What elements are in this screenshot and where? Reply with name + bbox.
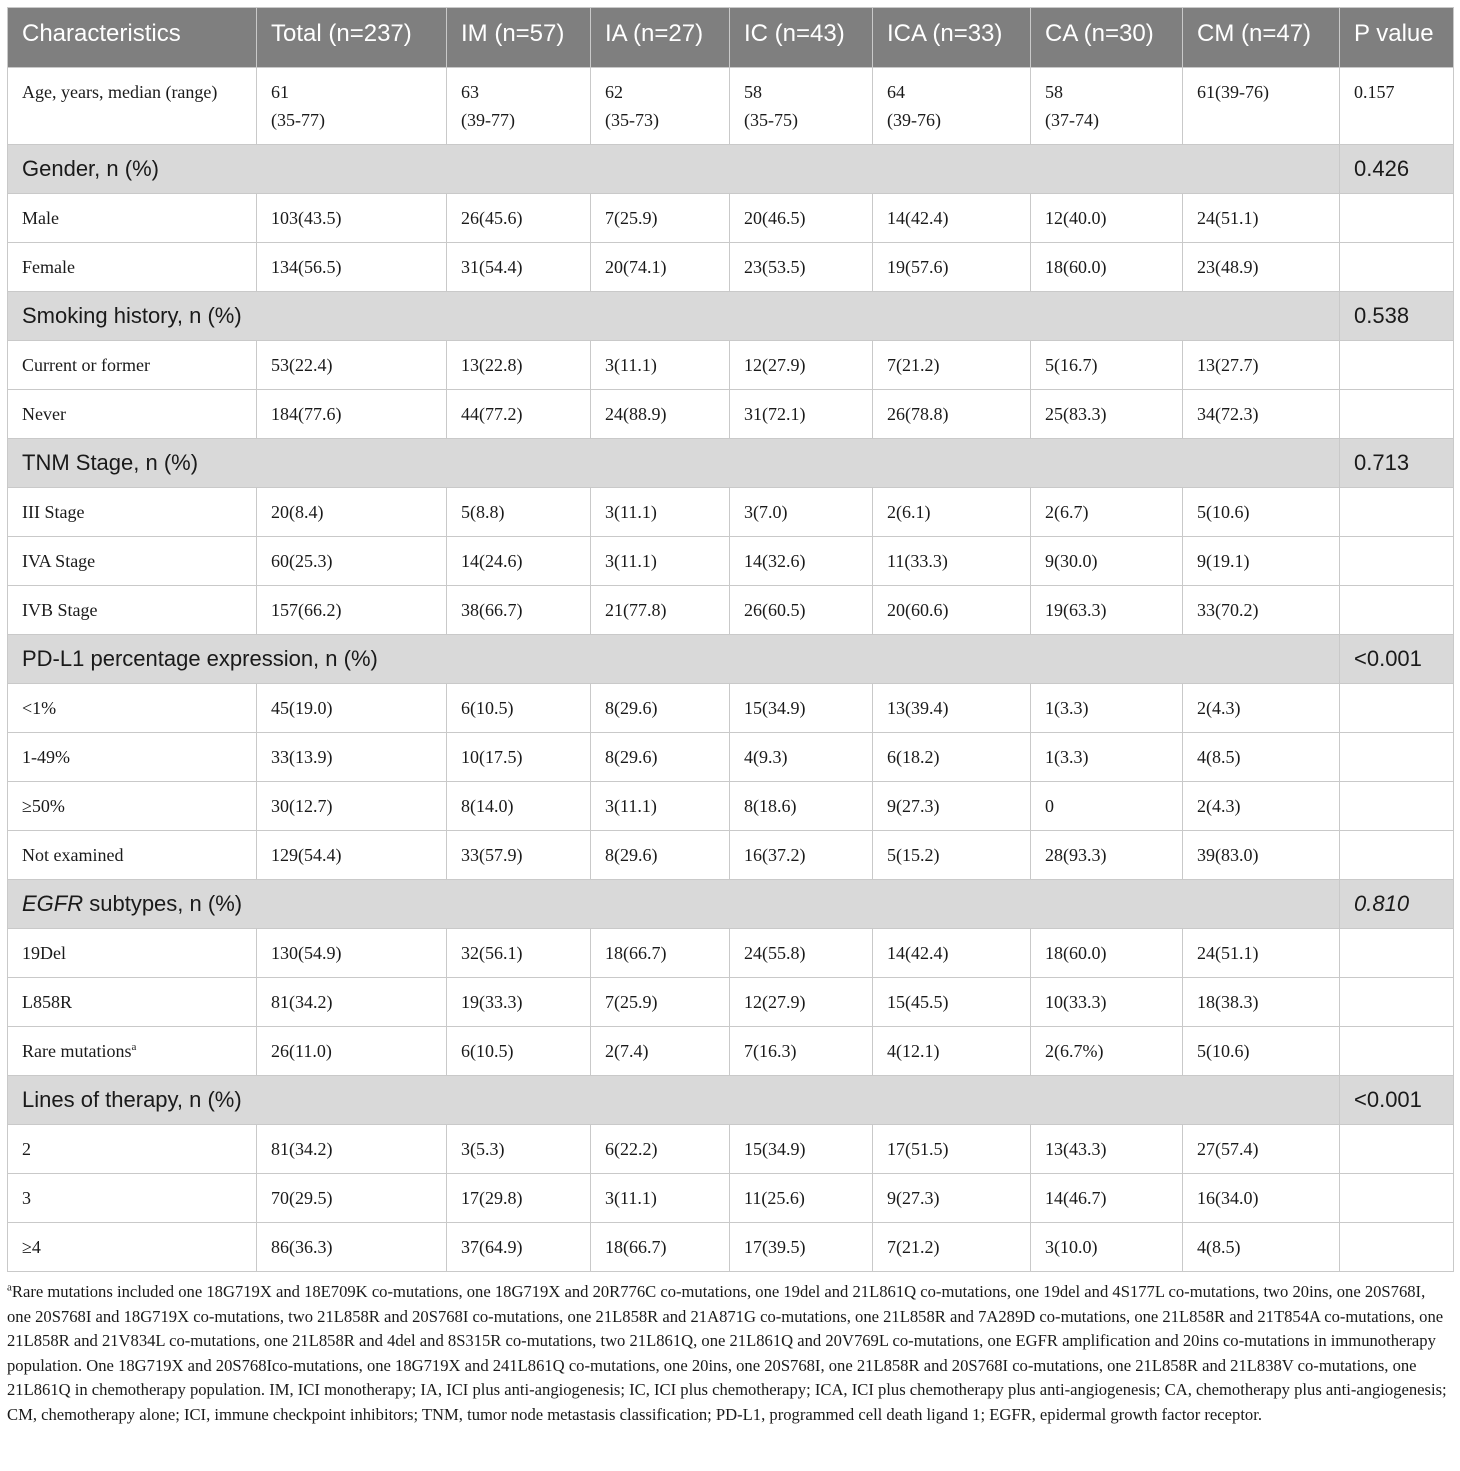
header-p-value: P value — [1340, 8, 1454, 68]
cell-value: 26(11.0) — [257, 1027, 447, 1076]
cell-value: 7(21.2) — [873, 341, 1031, 390]
cell-value: 16(37.2) — [730, 831, 873, 880]
cell-value: 37(64.9) — [447, 1223, 591, 1272]
cell-value: 15(45.5) — [873, 978, 1031, 1027]
cell-value: 26(78.8) — [873, 390, 1031, 439]
cell-value: 86(36.3) — [257, 1223, 447, 1272]
table-row-age — [8, 68, 1454, 145]
row-label-text: IVB Stage — [22, 600, 98, 620]
cell-value: 0 — [1031, 782, 1183, 831]
cell-value: 8(29.6) — [591, 684, 730, 733]
cell-value: 4(9.3) — [730, 733, 873, 782]
cell-value: 3(11.1) — [591, 782, 730, 831]
footnote-text: Rare mutations included one 18G719X and 18E709K co-mutations, one 18G719X and 20R776C co-mutations, one 19del and 21L861Q co-mutations, one 19del and 4S177L co-mutations, two 20ins, one 20S768I, one 20S768I and 18G719X co-mutations, two 21L858R and 20S768I co-mutations, one 21L858R and 21A871G co-mutations, one 21L858R and 7A289D co-mutations, one 21L858R and 21T854A co-mutations, one 21L858R and 21V834L co-mutations, one 21L858R and 4del and 8S315R co-mutations, two 21L861Q, one 21L861Q and 20V769L co-mutations, one EGFR amplification and 20ins co-mutations in immunotherapy population. One 18G719X and 20S768Ico-mutations, one 18G719X and 241L861Q co-mutations, one 20ins, one 20S768I, one 21L858R and 20S768I co-mutations, one 21L858R and 21L838V co-mutations, one 21L861Q in chemotherapy population. IM, ICI monotherapy; IA, ICI plus anti-angiogenesis; IC, ICI plus chemotherapy; ICA, ICI plus chemotherapy plus anti-angiogenesis; CA, chemotherapy plus anti-angiogenesis; CM, chemotherapy alone; ICI, immune checkpoint inhibitors; TNM, tumor node metastasis classification; PD-L1, programmed cell death ligand 1; EGFR, epidermal growth factor receptor. — [7, 1282, 1447, 1424]
cell-value: 61 (35-77) — [257, 68, 447, 145]
cell-value: 129(54.4) — [257, 831, 447, 880]
section-label-text: Gender, n (%) — [22, 156, 159, 181]
cell-value: 39(83.0) — [1183, 831, 1340, 880]
table-row — [8, 488, 1454, 537]
row-label-text: Current or former — [22, 355, 150, 375]
cell-value: 11(25.6) — [730, 1174, 873, 1223]
section-label — [8, 1076, 1340, 1125]
cell-p-value — [1340, 929, 1454, 978]
cell-value: 44(77.2) — [447, 390, 591, 439]
table-row — [8, 1174, 1454, 1223]
cell-value: 14(42.4) — [873, 929, 1031, 978]
cell-value: 19(33.3) — [447, 978, 591, 1027]
row-label-text: Never — [22, 404, 66, 424]
header-cm: CM (n=47) — [1183, 8, 1340, 68]
cell-value: 2(4.3) — [1183, 684, 1340, 733]
characteristics-table — [7, 7, 1454, 1272]
table-row — [8, 1223, 1454, 1272]
cell-value: 7(16.3) — [730, 1027, 873, 1076]
row-label — [8, 537, 257, 586]
cell-value: 9(27.3) — [873, 782, 1031, 831]
cell-value: 26(45.6) — [447, 194, 591, 243]
cell-value: 38(66.7) — [447, 586, 591, 635]
table-row — [8, 733, 1454, 782]
header-characteristics: Characteristics — [8, 8, 257, 68]
section-label-text: TNM Stage, n (%) — [22, 450, 199, 475]
table-row — [8, 390, 1454, 439]
section-label-text: PD-L1 percentage expression, n (%) — [22, 646, 378, 671]
row-label — [8, 929, 257, 978]
cell-value: 20(60.6) — [873, 586, 1031, 635]
cell-value: 1(3.3) — [1031, 733, 1183, 782]
header-ic: IC (n=43) — [730, 8, 873, 68]
cell-value: 33(57.9) — [447, 831, 591, 880]
row-label-text: <1% — [22, 698, 57, 718]
cell-value: 24(51.1) — [1183, 194, 1340, 243]
cell-value: 20(46.5) — [730, 194, 873, 243]
cell-value: 6(18.2) — [873, 733, 1031, 782]
cell-value: 19(57.6) — [873, 243, 1031, 292]
cell-p-value — [1340, 488, 1454, 537]
cell-value: 14(32.6) — [730, 537, 873, 586]
cell-value: 3(7.0) — [730, 488, 873, 537]
cell-p-value — [1340, 684, 1454, 733]
row-label-text: Male — [22, 208, 59, 228]
section-label — [8, 145, 1340, 194]
cell-value: 32(56.1) — [447, 929, 591, 978]
cell-value: 157(66.2) — [257, 586, 447, 635]
cell-value: 58 (35-75) — [730, 68, 873, 145]
cell-value: 5(10.6) — [1183, 1027, 1340, 1076]
cell-value: 134(56.5) — [257, 243, 447, 292]
cell-p-value — [1340, 1223, 1454, 1272]
cell-value: 5(15.2) — [873, 831, 1031, 880]
section-header-row — [8, 635, 1454, 684]
section-p-value: 0.810 — [1340, 880, 1454, 929]
cell-value: 12(40.0) — [1031, 194, 1183, 243]
cell-value: 12(27.9) — [730, 978, 873, 1027]
cell-value: 12(27.9) — [730, 341, 873, 390]
cell-value: 26(60.5) — [730, 586, 873, 635]
footnote-marker: a — [131, 1041, 137, 1053]
row-label-text: Not examined — [22, 845, 124, 865]
row-label-text: 2 — [22, 1139, 31, 1159]
table-row — [8, 1125, 1454, 1174]
cell-value: 15(34.9) — [730, 1125, 873, 1174]
row-label-text: ≥50% — [22, 796, 65, 816]
cell-value: 10(33.3) — [1031, 978, 1183, 1027]
cell-value: 5(16.7) — [1031, 341, 1183, 390]
table-row — [8, 831, 1454, 880]
section-header-row — [8, 145, 1454, 194]
cell-value: 64 (39-76) — [873, 68, 1031, 145]
cell-value: 30(12.7) — [257, 782, 447, 831]
cell-value: 25(83.3) — [1031, 390, 1183, 439]
cell-p-value — [1340, 243, 1454, 292]
cell-value: 9(30.0) — [1031, 537, 1183, 586]
cell-value: 17(29.8) — [447, 1174, 591, 1223]
cell-value: 19(63.3) — [1031, 586, 1183, 635]
section-label — [8, 439, 1340, 488]
cell-value: 23(48.9) — [1183, 243, 1340, 292]
cell-value: 53(22.4) — [257, 341, 447, 390]
row-label-text: 19Del — [22, 943, 66, 963]
cell-p-value — [1340, 341, 1454, 390]
cell-value: 184(77.6) — [257, 390, 447, 439]
cell-value: 13(22.8) — [447, 341, 591, 390]
cell-value: 31(72.1) — [730, 390, 873, 439]
cell-value: 9(19.1) — [1183, 537, 1340, 586]
row-label — [8, 341, 257, 390]
header-ica: ICA (n=33) — [873, 8, 1031, 68]
section-label-text: Lines of therapy, n (%) — [22, 1087, 242, 1112]
header-im: IM (n=57) — [447, 8, 591, 68]
row-label — [8, 684, 257, 733]
cell-value: 8(29.6) — [591, 733, 730, 782]
cell-value: 20(8.4) — [257, 488, 447, 537]
cell-value: 18(66.7) — [591, 1223, 730, 1272]
cell-value: 24(51.1) — [1183, 929, 1340, 978]
cell-value: 4(12.1) — [873, 1027, 1031, 1076]
section-header-row — [8, 292, 1454, 341]
cell-value: 9(27.3) — [873, 1174, 1031, 1223]
cell-value: 20(74.1) — [591, 243, 730, 292]
section-header-row — [8, 1076, 1454, 1125]
row-label — [8, 831, 257, 880]
cell-p-value — [1340, 537, 1454, 586]
cell-value: 7(25.9) — [591, 978, 730, 1027]
section-label-text: subtypes, n (%) — [83, 891, 243, 916]
cell-value: 4(8.5) — [1183, 1223, 1340, 1272]
row-label-text: Rare mutations — [22, 1041, 132, 1061]
cell-value: 1(3.3) — [1031, 684, 1183, 733]
cell-p-value — [1340, 1027, 1454, 1076]
cell-value: 6(10.5) — [447, 1027, 591, 1076]
row-label-text: Female — [22, 257, 75, 277]
row-label — [8, 1223, 257, 1272]
row-label — [8, 488, 257, 537]
cell-value: 3(11.1) — [591, 1174, 730, 1223]
section-label — [8, 880, 1340, 929]
cell-value: 2(4.3) — [1183, 782, 1340, 831]
cell-value: 58 (37-74) — [1031, 68, 1183, 145]
table-row — [8, 194, 1454, 243]
table-row — [8, 1027, 1454, 1076]
cell-value: 33(70.2) — [1183, 586, 1340, 635]
cell-p-value — [1340, 1174, 1454, 1223]
cell-value: 3(11.1) — [591, 488, 730, 537]
cell-value: 81(34.2) — [257, 978, 447, 1027]
cell-value: 18(38.3) — [1183, 978, 1340, 1027]
cell-p-value — [1340, 1125, 1454, 1174]
cell-value: 17(51.5) — [873, 1125, 1031, 1174]
cell-value: 4(8.5) — [1183, 733, 1340, 782]
footnote — [7, 1280, 1453, 1428]
section-p-value: <0.001 — [1340, 1076, 1454, 1125]
row-label-text: L858R — [22, 992, 73, 1012]
cell-value: 6(10.5) — [447, 684, 591, 733]
cell-value: 13(43.3) — [1031, 1125, 1183, 1174]
cell-p-value — [1340, 586, 1454, 635]
cell-value: 8(14.0) — [447, 782, 591, 831]
row-label — [8, 390, 257, 439]
cell-value: 5(8.8) — [447, 488, 591, 537]
cell-value: 15(34.9) — [730, 684, 873, 733]
cell-value: 5(10.6) — [1183, 488, 1340, 537]
row-label-text: 3 — [22, 1188, 31, 1208]
table-row — [8, 586, 1454, 635]
cell-value: 130(54.9) — [257, 929, 447, 978]
section-label-text: Smoking history, n (%) — [22, 303, 242, 328]
cell-value: 60(25.3) — [257, 537, 447, 586]
cell-value: 34(72.3) — [1183, 390, 1340, 439]
cell-value: 45(19.0) — [257, 684, 447, 733]
cell-value: 81(34.2) — [257, 1125, 447, 1174]
cell-value: 7(21.2) — [873, 1223, 1031, 1272]
table-row — [8, 537, 1454, 586]
cell-value: 11(33.3) — [873, 537, 1031, 586]
cell-value: 8(18.6) — [730, 782, 873, 831]
section-label — [8, 292, 1340, 341]
cell-value: 2(6.7) — [1031, 488, 1183, 537]
cell-value: 70(29.5) — [257, 1174, 447, 1223]
cell-value: 31(54.4) — [447, 243, 591, 292]
section-label-italic: EGFR — [22, 891, 84, 916]
section-p-value: <0.001 — [1340, 635, 1454, 684]
cell-value: 21(77.8) — [591, 586, 730, 635]
row-label — [8, 1174, 257, 1223]
table-row — [8, 341, 1454, 390]
cell-value: 14(46.7) — [1031, 1174, 1183, 1223]
section-p-value: 0.426 — [1340, 145, 1454, 194]
cell-value: 18(66.7) — [591, 929, 730, 978]
table-container — [7, 7, 1453, 1428]
cell-value: 14(42.4) — [873, 194, 1031, 243]
cell-p-value — [1340, 194, 1454, 243]
cell-p-value — [1340, 390, 1454, 439]
cell-value: 3(11.1) — [591, 537, 730, 586]
table-row — [8, 243, 1454, 292]
row-label — [8, 782, 257, 831]
cell-value: 61(39-76) — [1183, 68, 1340, 145]
row-label-text: 1-49% — [22, 747, 70, 767]
row-label-text: IVA Stage — [22, 551, 96, 571]
section-header-row — [8, 439, 1454, 488]
cell-value: 17(39.5) — [730, 1223, 873, 1272]
cell-value: 3(5.3) — [447, 1125, 591, 1174]
section-p-value: 0.538 — [1340, 292, 1454, 341]
cell-value: 3(11.1) — [591, 341, 730, 390]
table-row — [8, 929, 1454, 978]
header-ia: IA (n=27) — [591, 8, 730, 68]
cell-p-value — [1340, 978, 1454, 1027]
row-label — [8, 1027, 257, 1076]
cell-value: 28(93.3) — [1031, 831, 1183, 880]
cell-value: 13(39.4) — [873, 684, 1031, 733]
cell-value: 2(6.1) — [873, 488, 1031, 537]
footnote-marker: a — [7, 1281, 12, 1294]
row-label — [8, 194, 257, 243]
cell-value: 62 (35-73) — [591, 68, 730, 145]
cell-p-value — [1340, 733, 1454, 782]
row-label — [8, 243, 257, 292]
cell-p-value — [1340, 782, 1454, 831]
header-ca: CA (n=30) — [1031, 8, 1183, 68]
table-row — [8, 684, 1454, 733]
cell-value: 27(57.4) — [1183, 1125, 1340, 1174]
cell-value: 2(6.7%) — [1031, 1027, 1183, 1076]
cell-value: 3(10.0) — [1031, 1223, 1183, 1272]
header-total: Total (n=237) — [257, 8, 447, 68]
section-header-row — [8, 880, 1454, 929]
row-label — [8, 733, 257, 782]
cell-value: 13(27.7) — [1183, 341, 1340, 390]
cell-value: 18(60.0) — [1031, 929, 1183, 978]
section-p-value: 0.713 — [1340, 439, 1454, 488]
row-label-text: ≥4 — [22, 1237, 41, 1257]
cell-value: 18(60.0) — [1031, 243, 1183, 292]
row-label — [8, 978, 257, 1027]
cell-value: 103(43.5) — [257, 194, 447, 243]
cell-value: 16(34.0) — [1183, 1174, 1340, 1223]
cell-value: 24(88.9) — [591, 390, 730, 439]
row-label — [8, 586, 257, 635]
row-label: Age, years, median (range) — [8, 68, 257, 145]
section-label — [8, 635, 1340, 684]
cell-value: 2(7.4) — [591, 1027, 730, 1076]
row-label — [8, 1125, 257, 1174]
table-row — [8, 782, 1454, 831]
table-row — [8, 978, 1454, 1027]
row-label-text: III Stage — [22, 502, 85, 522]
cell-value: 8(29.6) — [591, 831, 730, 880]
cell-value: 7(25.9) — [591, 194, 730, 243]
header-row — [8, 8, 1454, 68]
cell-p-value — [1340, 831, 1454, 880]
cell-value: 63 (39-77) — [447, 68, 591, 145]
cell-value: 23(53.5) — [730, 243, 873, 292]
cell-value: 10(17.5) — [447, 733, 591, 782]
cell-value: 6(22.2) — [591, 1125, 730, 1174]
cell-value: 14(24.6) — [447, 537, 591, 586]
cell-value: 33(13.9) — [257, 733, 447, 782]
cell-p-value: 0.157 — [1340, 68, 1454, 145]
cell-value: 24(55.8) — [730, 929, 873, 978]
